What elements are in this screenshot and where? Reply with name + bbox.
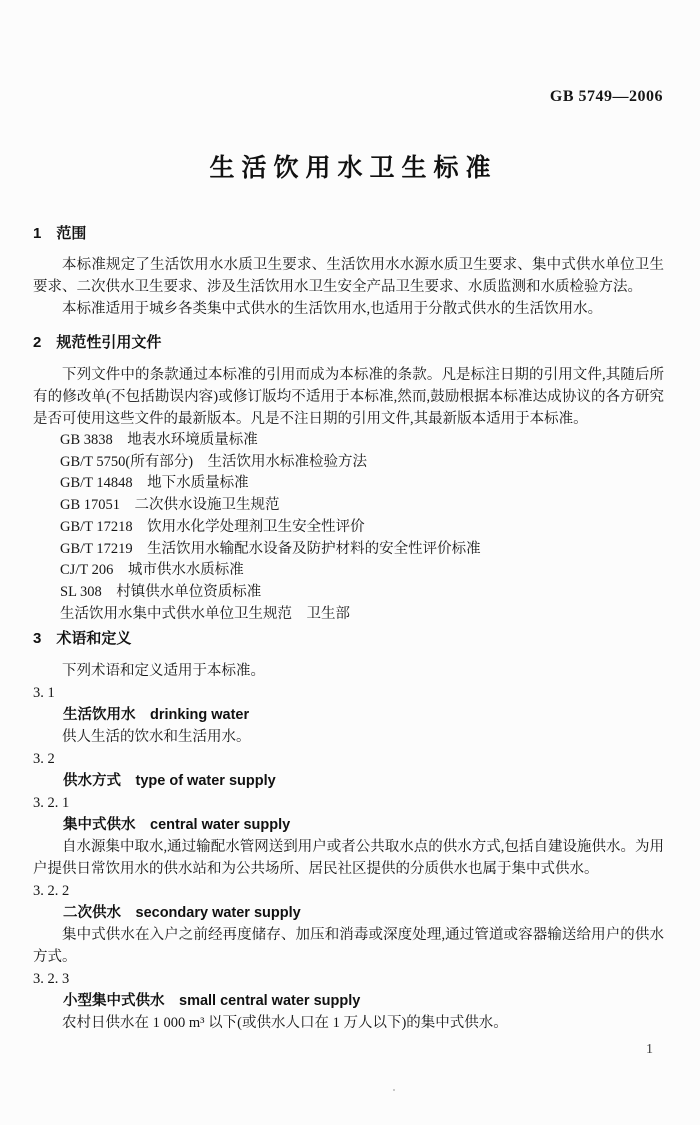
term-entry-3-2 bbox=[33, 748, 664, 792]
section-3-paragraph: 下列术语和定义适用于本标准。 bbox=[62, 663, 265, 680]
reference-item: GB/T 14848 地下水质量标准 bbox=[60, 475, 249, 492]
reference-item: GB/T 5750(所有部分) 生活饮用水标准检验方法 bbox=[60, 453, 368, 470]
reference-item: GB/T 17219 生活饮用水输配水设备及防护材料的安全性评价标准 bbox=[60, 540, 481, 557]
document-body bbox=[33, 223, 664, 1034]
term-entry-3-2-2 bbox=[33, 880, 664, 968]
page-number: 1 bbox=[646, 1042, 653, 1057]
reference-item: CJ/T 206 城市供水水质标准 bbox=[60, 562, 244, 579]
term-number: 3. 1 bbox=[33, 685, 55, 702]
reference-item: GB 17051 二次供水设施卫生规范 bbox=[60, 497, 280, 514]
term-definition: 供人生活的饮水和生活用水。 bbox=[62, 729, 251, 746]
term-title: 生活饮用水 drinking water bbox=[63, 707, 250, 724]
reference-item: 生活饮用水集中式供水单位卫生规范 卫生部 bbox=[60, 605, 350, 622]
section-2-paragraph: 下列文件中的条款通过本标准的引用而成为本标准的条款。凡是标注日期的引用文件,其随后所有的修改单(不包括勘误内容)或修订版均不适用于本标准,然而,鼓励根据本标准达成协议的各方研究是否可使用这些文件的最新版本。凡是不注日期的引用文件,其最新版本适用于本标准。 bbox=[33, 367, 664, 427]
term-definition: 集中式供水在入户之前经再度储存、加压和消毒或深度处理,通过管道或容器输送给用户的供水方式。 bbox=[33, 927, 664, 966]
term-title: 供水方式 type of water supply bbox=[63, 773, 276, 790]
term-entry-3-2-3 bbox=[33, 968, 664, 1034]
document-title: 生活饮用水卫生标准 bbox=[209, 154, 498, 182]
term-entry-3-1 bbox=[33, 682, 664, 748]
scan-artifact-speck bbox=[393, 1089, 395, 1091]
term-number: 3. 2. 2 bbox=[33, 883, 70, 900]
reference-item: GB/T 17218 饮用水化学处理剂卫生安全性评价 bbox=[60, 518, 365, 535]
reference-list bbox=[60, 430, 664, 625]
reference-item: GB 3838 地表水环境质量标准 bbox=[60, 432, 258, 448]
section-3-heading: 3 术语和定义 bbox=[33, 630, 132, 648]
section-1-paragraph-2: 本标准适用于城乡各类集中式供水的生活饮用水,也适用于分散式供水的生活饮用水。 bbox=[62, 301, 603, 317]
term-number: 3. 2 bbox=[33, 751, 55, 768]
term-title: 二次供水 secondary water supply bbox=[63, 905, 301, 922]
section-1-heading: 1 范围 bbox=[33, 225, 87, 242]
standard-code: GB 5749—2006 bbox=[549, 88, 663, 105]
section-2-heading: 2 规范性引用文件 bbox=[33, 334, 162, 351]
term-number: 3. 2. 1 bbox=[33, 795, 70, 812]
section-1-paragraph-1: 本标准规定了生活饮用水水质卫生要求、生活饮用水水源水质卫生要求、集中式供水单位卫生要求、二次供水卫生要求、涉及生活饮用水卫生安全产品卫生要求、水质监测和水质检验方法。 bbox=[33, 257, 664, 295]
reference-item: SL 308 村镇供水单位资质标准 bbox=[60, 583, 262, 600]
term-definition: 农村日供水在 1 000 m³ 以下(或供水人口在 1 万人以下)的集中式供水。 bbox=[62, 1015, 508, 1032]
term-number: 3. 2. 3 bbox=[33, 971, 70, 988]
term-definition: 自水源集中取水,通过输配水管网送到用户或者公共取水点的供水方式,包括自建设施供水。为用户提供日常饮用水的供水站和为公共场所、居民社区提供的分质供水也属于集中式供水。 bbox=[33, 839, 664, 878]
term-title: 集中式供水 central water supply bbox=[63, 817, 291, 834]
term-title: 小型集中式供水 small central water supply bbox=[63, 993, 361, 1010]
term-entry-3-2-1 bbox=[33, 792, 664, 880]
